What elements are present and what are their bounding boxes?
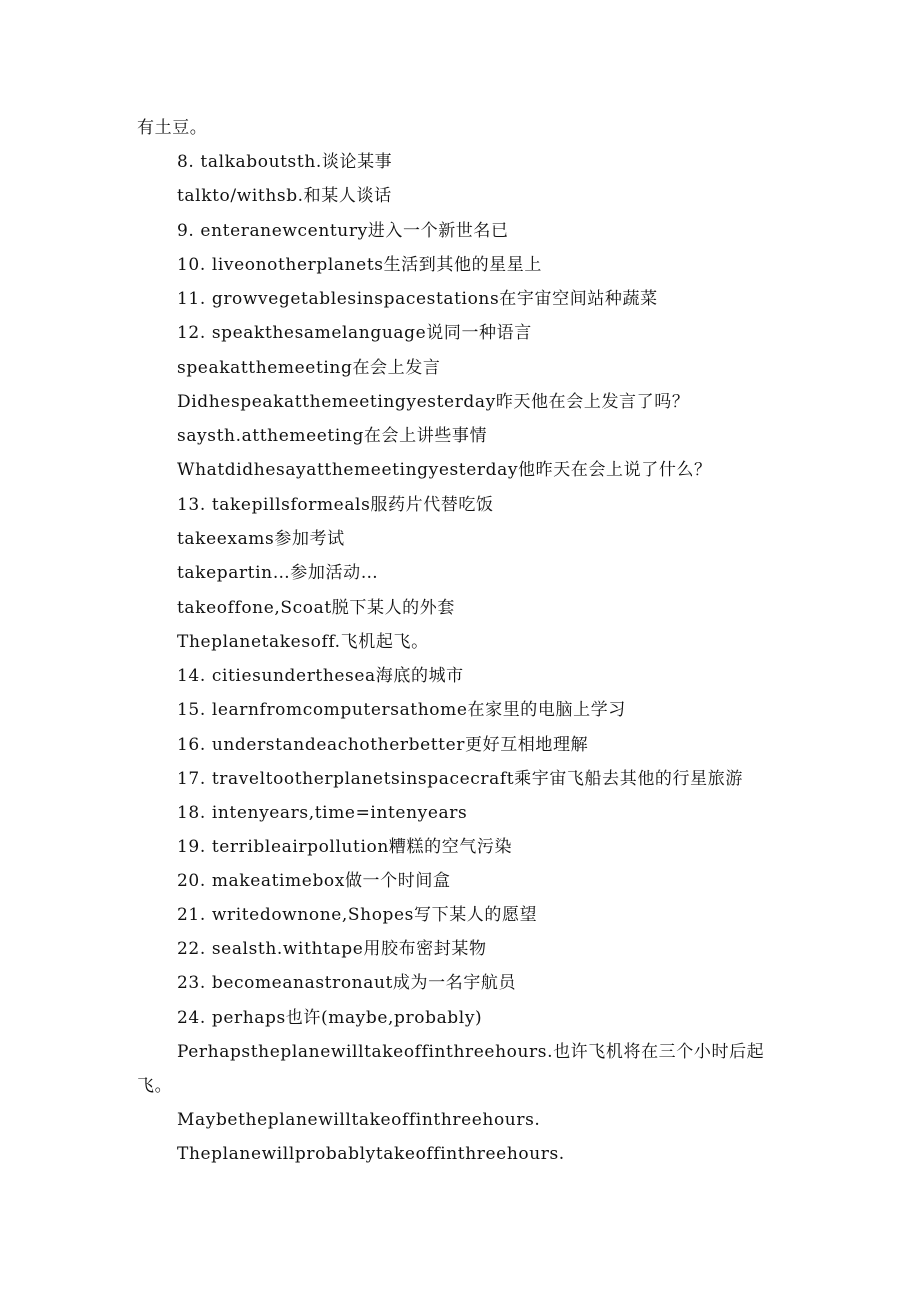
text-line: 21. writedownone,Shopes写下某人的愿望 (177, 905, 538, 925)
text-line: talkto/withsb.和某人谈话 (177, 186, 392, 206)
text-line: takeexams参加考试 (177, 529, 345, 549)
text-line: 15. learnfromcomputersathome在家里的电脑上学习 (177, 700, 626, 720)
text-line: Didhespeakatthemeetingyesterday昨天他在会上发言了吗？ (177, 392, 690, 412)
text-line: speakatthemeeting在会上发言 (177, 358, 441, 378)
text-line: 16. understandeachotherbetter更好互相地理解 (177, 735, 589, 755)
text-line: saysth.atthemeeting在会上讲些事情 (177, 426, 488, 446)
text-line: Maybetheplanewilltakeoffinthreehours. (177, 1110, 541, 1130)
text-line: 14. citiesunderthesea海底的城市 (177, 666, 464, 686)
text-line: 11. growvegetablesinspacestations在宇宙空间站种蔬菜 (177, 289, 658, 309)
text-line: takepartin…参加活动… (177, 563, 379, 583)
text-line: 17. traveltootherplanetsinspacecraft乘宇宙飞船去其他的行星旅游 (177, 769, 743, 789)
text-line: 23. becomeanastronaut成为一名宇航员 (177, 973, 517, 993)
text-line: 12. speakthesamelanguage说同一种语言 (177, 323, 532, 343)
text-line: 13. takepillsformeals服药片代替吃饭 (177, 495, 494, 515)
text-line: 有土豆。 (137, 118, 208, 138)
text-line: 19. terribleairpollution糟糕的空气污染 (177, 837, 513, 857)
text-line: Theplanewillprobablytakeoffinthreehours. (177, 1144, 565, 1164)
text-line: 24. perhaps也许(maybe,probably) (177, 1008, 483, 1028)
text-line: 18. intenyears,time=intenyears (177, 803, 468, 823)
text-line: takeoffone,Scoat脱下某人的外套 (177, 598, 455, 618)
text-line: 20. makeatimebox做一个时间盒 (177, 871, 451, 891)
text-line: 飞。 (137, 1076, 173, 1096)
text-line: 8. talkaboutsth.谈论某事 (177, 152, 393, 172)
text-line: Theplanetakesoff.飞机起飞。 (177, 632, 429, 652)
text-line: 9. enteranewcentury进入一个新世名已 (177, 221, 509, 241)
text-line: Whatdidhesayatthemeetingyesterday他昨天在会上说了什么？ (177, 460, 712, 480)
text-line: Perhapstheplanewilltakeoffinthreehours.也许飞机将在三个小时后起 (177, 1042, 765, 1062)
text-line: 10. liveonotherplanets生活到其他的星星上 (177, 255, 542, 275)
text-line: 22. sealsth.withtape用胶布密封某物 (177, 939, 487, 959)
